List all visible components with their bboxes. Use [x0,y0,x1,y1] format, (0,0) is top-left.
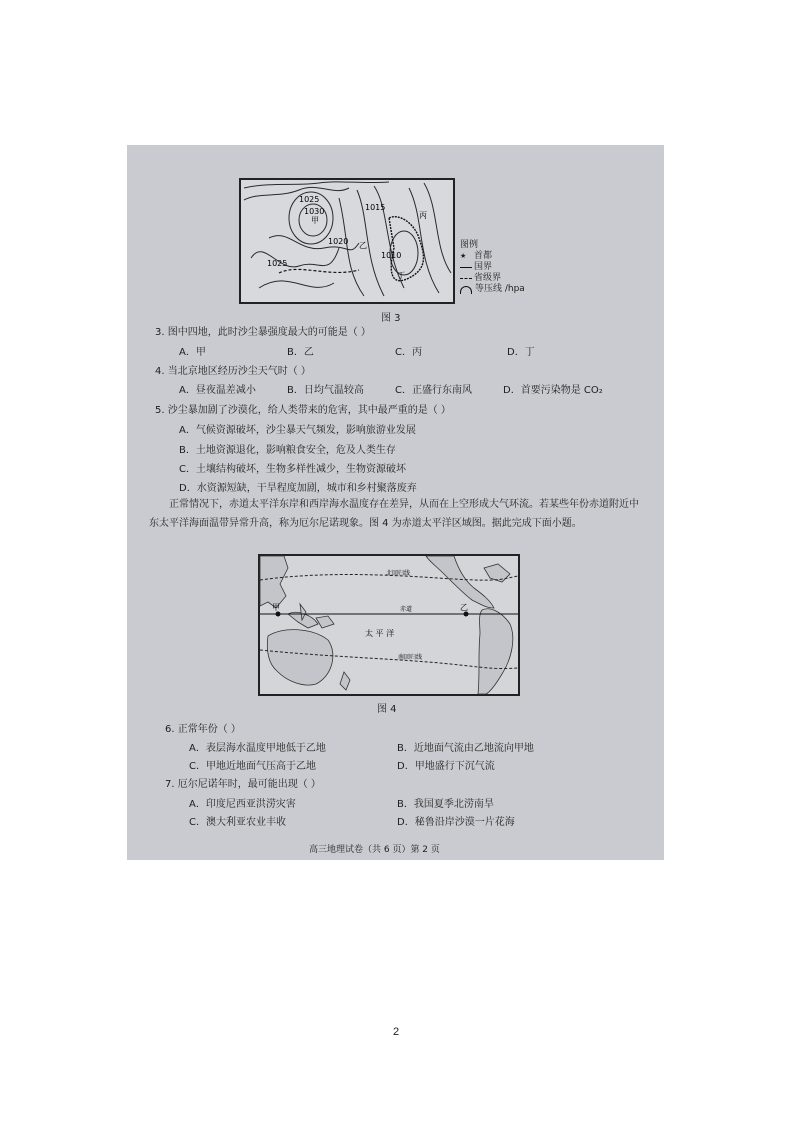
isobar-label: 1025 [299,195,320,204]
figure-3-caption: 图 3 [381,313,401,324]
point-jia-marker [276,612,281,617]
question-7-option-a: A．印度尼西亚洪涝灾害 [189,799,296,810]
question-3-option-a: A．甲 [179,347,206,358]
figure-3-legend [460,240,525,295]
question-6-option-d: D．甲地盛行下沉气流 [397,761,495,772]
tropic-of-capricorn-label: 南回归线 [398,654,423,661]
legend-item-capital: ★ 首都 [460,251,493,261]
question-5-option-b: B．土地资源退化，影响粮食安全，危及人类生存 [179,445,396,456]
question-3-option-c: C．丙 [395,347,422,358]
question-3-option-b: B．乙 [287,347,314,358]
place-label-jia: 甲 [311,216,319,225]
question-5-option-d: D．水资源短缺，干旱程度加剧，城市和乡村聚落废弃 [179,483,417,494]
question-4-stem: 4. 当北京地区经历沙尘天气时（ ） [155,366,311,377]
isobar-label: 1025 [267,259,288,268]
question-4-option-a: A．昼夜温差减小 [179,385,256,396]
question-4-option-b: B．日均气温较高 [287,385,364,396]
question-7-option-d: D．秘鲁沿岸沙漠一片花海 [397,817,515,828]
province-border-line-icon [460,278,472,279]
figure-3-isobar-map [239,178,455,304]
place-label-yi: 乙 [359,241,367,250]
question-5-stem: 5. 沙尘暴加剧了沙漠化，给人类带来的危害，其中最严重的是（ ） [155,405,451,416]
page-number: 2 [393,1026,400,1038]
tropic-of-cancer-label: 北回归线 [386,570,411,577]
yi-label: 乙 [460,603,468,612]
legend-item-border: 国界 [460,262,525,273]
place-label-ding: 丁 [397,271,405,280]
isobar-label: 1010 [381,251,402,260]
question-7-option-b: B．我国夏季北涝南旱 [397,799,494,810]
question-6-option-c: C．甲地近地面气压高于乙地 [189,761,316,772]
question-4-option-d: D．首要污染物是 CO₂ [503,385,603,396]
isobar-curve-icon [460,286,472,294]
exam-photo [127,145,664,860]
point-yi-marker [464,612,469,617]
figure-4-caption: 图 4 [377,704,397,715]
jia-label: 甲 [272,603,280,612]
legend-item-isobar: 等压线 /hpa [460,284,525,295]
question-4-option-c: C．正盛行东南风 [395,385,472,396]
equator-label: 赤道 [400,606,413,613]
question-6-stem: 6. 正常年份（ ） [165,724,241,735]
figure-4-pacific-map [258,554,520,696]
question-5-option-a: A．气候资源破坏，沙尘暴天气频发，影响旅游业发展 [179,425,416,436]
question-5-option-c: C．土壤结构破坏，生物多样性减少，生物资源破坏 [179,464,406,475]
legend-item-province: 省级界 [460,273,525,284]
place-label-bing: 丙 [419,211,427,220]
question-6-option-b: B．近地面气流由乙地流向甲地 [397,743,534,754]
question-3-option-d: D．丁 [507,347,535,358]
question-6-option-a: A．表层海水温度甲地低于乙地 [189,743,326,754]
isobar-label: 1015 [365,203,386,212]
question-3-stem: 3. 图中四地，此时沙尘暴强度最大的可能是（ ） [155,327,371,338]
question-7-option-c: C．澳大利亚农业丰收 [189,817,286,828]
exam-footer: 高三地理试卷（共 6 页）第 2 页 [309,845,440,855]
legend-title: 图例 [460,240,479,250]
question-7-stem: 7. 厄尔尼诺年时，最可能出现（ ） [165,779,321,790]
pacific-ocean-label: 太 平 洋 [365,629,395,638]
el-nino-passage: 正常情况下，赤道太平洋东岸和西岸海水温度存在差异，从而在上空形成大气环流。若某些年份赤道附近中东太平洋海面温带异常升高，称为厄尔尼诺现象。图 4 为赤道太平洋区域图。据此完成下面小题。 [149,499,639,529]
isobar-label: 1030 [304,207,325,216]
national-border-line-icon [460,267,472,268]
isobar-label: 1020 [328,237,349,246]
star-icon: ★ [460,252,467,260]
